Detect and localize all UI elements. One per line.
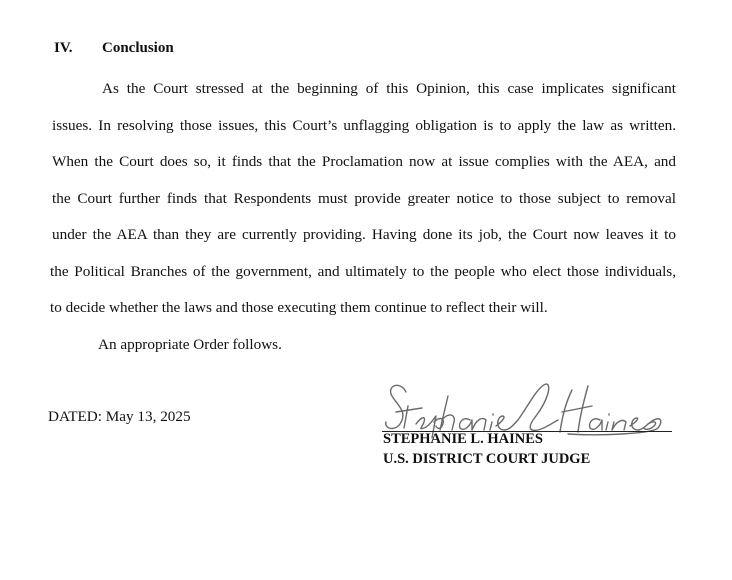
body-line-3: When the Court does so, it finds that the Proclamation now at issue complies with the AEA, and [52,153,676,170]
body-line-1: As the Court stressed at the beginning of this Opinion, this case implicates significant [102,80,676,97]
section-number: IV. [54,40,73,56]
body-line-2: issues. In resolving those issues, this Court’s unflagging obligation is to apply the law as written. [52,117,676,134]
signer-title: U.S. DISTRICT COURT JUDGE [383,451,591,467]
signer-name: STEPHANIE L. HAINES [383,431,543,447]
section-title: Conclusion [102,40,174,56]
body-line-5: under the AEA than they are currently providing. Having done its job, the Court now leaves it to [52,226,676,243]
body-line-6: the Political Branches of the government, and ultimately to the people who elect those individuals, [50,263,676,280]
body-line-4: the Court further finds that Respondents must provide greater notice to those subject to removal [52,190,676,207]
dated-line: DATED: May 13, 2025 [48,408,191,425]
section-heading [54,40,174,57]
body-line-7: to decide whether the laws and those executing them continue to reflect their will. [50,299,548,316]
order-line: An appropriate Order follows. [98,336,282,353]
